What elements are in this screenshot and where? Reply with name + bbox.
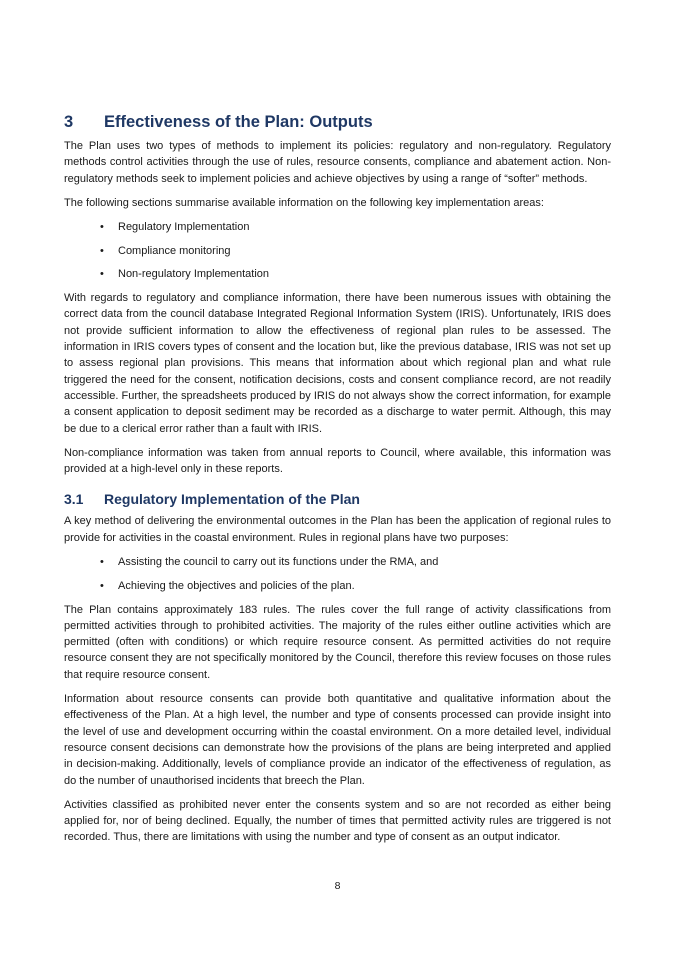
subsection-heading bbox=[64, 491, 611, 507]
paragraph: The Plan contains approximately 183 rules. The rules cover the full range of activity classifications from permitted activities through to prohibited activities. The majority of the rules either outline activities which are permitted (often with conditions) or which require resource consent. As permitted activities do not require resource consent they are not specifically monitored by the Council, therefore this review focuses on those rules that require resource consent. bbox=[64, 603, 611, 681]
paragraph: Non-compliance information was taken from annual reports to Council, where available, this information was provided at a high-level only in these reports. bbox=[64, 446, 611, 476]
list-item: • Non-regulatory Implementation bbox=[100, 268, 270, 281]
bullet-list bbox=[64, 554, 611, 594]
subsection-number: 3.1 bbox=[64, 491, 84, 508]
bullet-icon: • bbox=[100, 268, 104, 281]
list-item: • Achieving the objectives and policies of the plan. bbox=[100, 579, 355, 592]
paragraph: The following sections summarise available information on the following key implementation areas: bbox=[64, 196, 544, 209]
page-content bbox=[64, 113, 611, 854]
bullet-icon: • bbox=[100, 221, 104, 234]
bullet-icon: • bbox=[100, 556, 104, 569]
paragraph: With regards to regulatory and compliance information, there have been numerous issues with obtaining the correct data from the council database Integrated Regional Information System (IRIS). Unfortunately, IRIS does not provide sufficient information to allow the effectiveness of regional plan rules to be assessed. The information in IRIS covers types of consent and the location but, like the previous database, IRIS was not set up to assess regional plan provisions. This means that information about which regional plan and what rule triggered the need for the consent, notification decisions, costs and consent compliance record, are not readily accessible. Further, the spreadsheets produced by IRIS do not always show the correct information, for example a consent application to deposit sediment may be recorded as a discharge to water permit. Although, this may be due to a clerical error rather than a fault with IRIS. bbox=[64, 292, 611, 435]
section-heading bbox=[64, 113, 611, 132]
paragraph: Activities classified as prohibited never enter the consents system and so are not recorded as either being applied for, nor of being declined. Equally, the number of times that permitted activity rules are triggered is not recorded. Thus, there are limitations with using the number and type of consent as an output indicator. bbox=[64, 798, 611, 844]
paragraph: The Plan uses two types of methods to implement its policies: regulatory and non-regulatory. Regulatory methods control activities through the use of rules, resource consents, compliance and abatement action. Non-regulatory methods seek to implement policies and achieve objectives by using a range of “softer” methods. bbox=[64, 140, 611, 185]
list-item: • Compliance monitoring bbox=[100, 244, 231, 257]
bullet-icon: • bbox=[100, 579, 104, 592]
bullet-list bbox=[64, 219, 611, 282]
section-number: 3 bbox=[64, 113, 74, 131]
list-item: • Assisting the council to carry out its functions under the RMA, and bbox=[100, 556, 439, 569]
paragraph: A key method of delivering the environmental outcomes in the Plan has been the application of regional rules to provide for activities in the coastal environment. Rules in regional plans have two purposes: bbox=[64, 515, 611, 544]
paragraph: Information about resource consents can provide both quantitative and qualitative information about the effectiveness of the Plan. At a high level, the number and type of consents processed can provide insight into the level of use and development occurring within the coastal environment. On a more detailed level, individual resource consent decisions can demonstrate how the provisions of the plans are being interpreted and applied in decision-making. Additionally, levels of compliance provide an indicator of the effectiveness of regulation, as do the number of unauthorised incidents that breech the Plan. bbox=[64, 693, 611, 787]
subsection-title: Regulatory Implementation of the Plan bbox=[104, 491, 360, 508]
list-item: • Regulatory Implementation bbox=[100, 221, 250, 234]
section-title: Effectiveness of the Plan: Outputs bbox=[104, 113, 373, 131]
bullet-icon: • bbox=[100, 244, 104, 257]
page-number: 8 bbox=[334, 880, 341, 892]
